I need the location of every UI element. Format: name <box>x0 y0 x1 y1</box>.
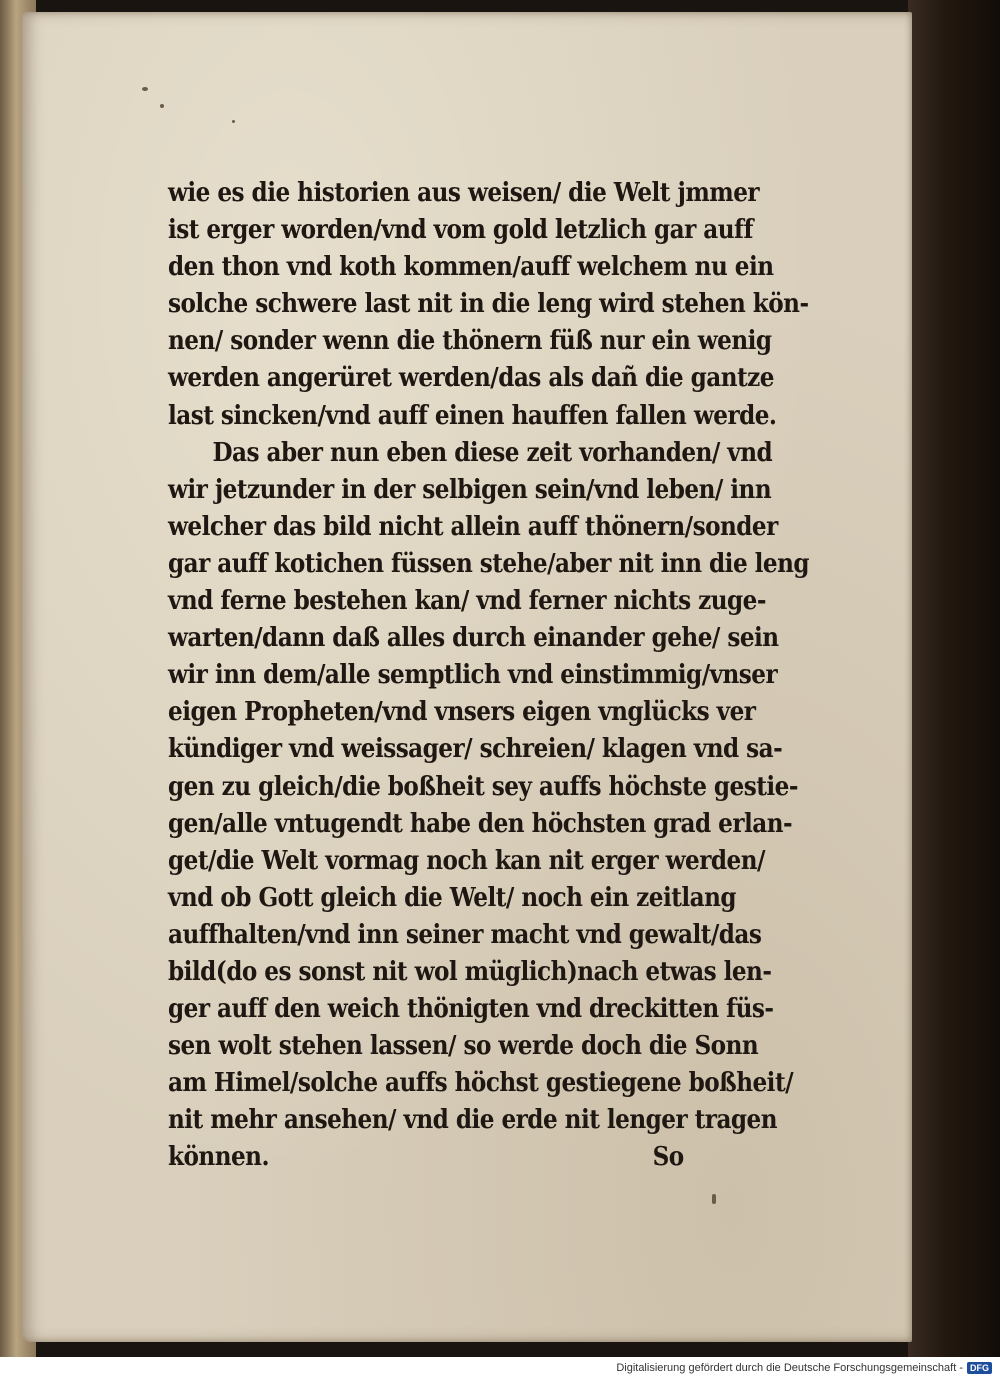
text-line: vnd ob Gott gleich die Welt/ noch ein zeitlang <box>168 882 737 913</box>
text-line: den thon vnd koth kommen/auff welchem nu ein <box>168 252 774 283</box>
text-line: kündiger vnd weissager/ schreien/ klagen vnd sa- <box>168 734 783 765</box>
text-line: last sincken/vnd auff einen hauffen fallen werde. <box>168 400 777 431</box>
digitization-credit <box>616 1362 992 1374</box>
text-line: get/die Welt vormag noch kan nit erger werden/ <box>168 845 765 876</box>
text-line: wir jetzunder in der selbigen sein/vnd leben/ inn <box>168 474 772 505</box>
text-line: ger auff den weich thönigten vnd dreckitten füs- <box>168 994 774 1025</box>
stain-mark <box>712 1194 716 1204</box>
text-line: gar auff kotichen füssen stehe/aber nit inn die leng <box>168 548 810 579</box>
text-line: nit mehr ansehen/ vnd die erde nit lenger tragen <box>168 1105 778 1136</box>
text-line: ist erger worden/vnd vom gold letzlich gar auff <box>168 215 753 246</box>
text-line: können. So <box>168 1142 684 1173</box>
text-line: am Himel/solche auffs höchst gestiegene boßheit/ <box>168 1068 794 1099</box>
text-line: bild(do es sonst nit wol müglich)nach etwas len- <box>168 956 772 987</box>
text-line: Das aber nun eben diese zeit vorhanden/ vnd <box>212 437 773 468</box>
text-line: auffhalten/vnd inn seiner macht vnd gewalt/das <box>168 919 762 950</box>
text-line: sen wolt stehen lassen/ so werde doch die Sonn <box>168 1031 759 1062</box>
body-text <box>168 175 898 1177</box>
text-line: werden angerüret werden/das als dañ die gantze <box>168 363 774 394</box>
stain-mark <box>160 104 164 108</box>
text-line: nen/ sonder wenn die thönern füß nur ein wenig <box>168 326 772 357</box>
text-line: gen zu gleich/die boßheit sey auffs höchste gestie- <box>168 771 798 802</box>
text-line: solche schwere last nit in die leng wird stehen kön- <box>168 289 809 320</box>
stain-mark <box>142 87 148 91</box>
text-line: gen/alle vntugendt habe den höchsten grad erlan- <box>168 808 793 839</box>
credit-text: Digitalisierung gefördert durch die Deutsche Forschungsgemeinschaft - <box>616 1362 963 1374</box>
text-line: vnd ferne bestehen kan/ vnd ferner nichts zuge- <box>168 586 766 617</box>
dfg-logo: DFG <box>967 1362 992 1374</box>
binding-shadow <box>908 0 1000 1357</box>
text-line: welcher das bild nicht allein auff thönern/sonder <box>168 511 778 542</box>
text-line: wir inn dem/alle semptlich vnd einstimmig/vnser <box>168 660 778 691</box>
stain-mark <box>232 120 235 123</box>
text-line: wie es die historien aus weisen/ die Welt jmmer <box>168 178 760 208</box>
text-line: eigen Propheten/vnd vnsers eigen vnglücks ver <box>168 697 756 728</box>
text-line: warten/dann daß alles durch einander gehe/ sein <box>168 623 779 654</box>
